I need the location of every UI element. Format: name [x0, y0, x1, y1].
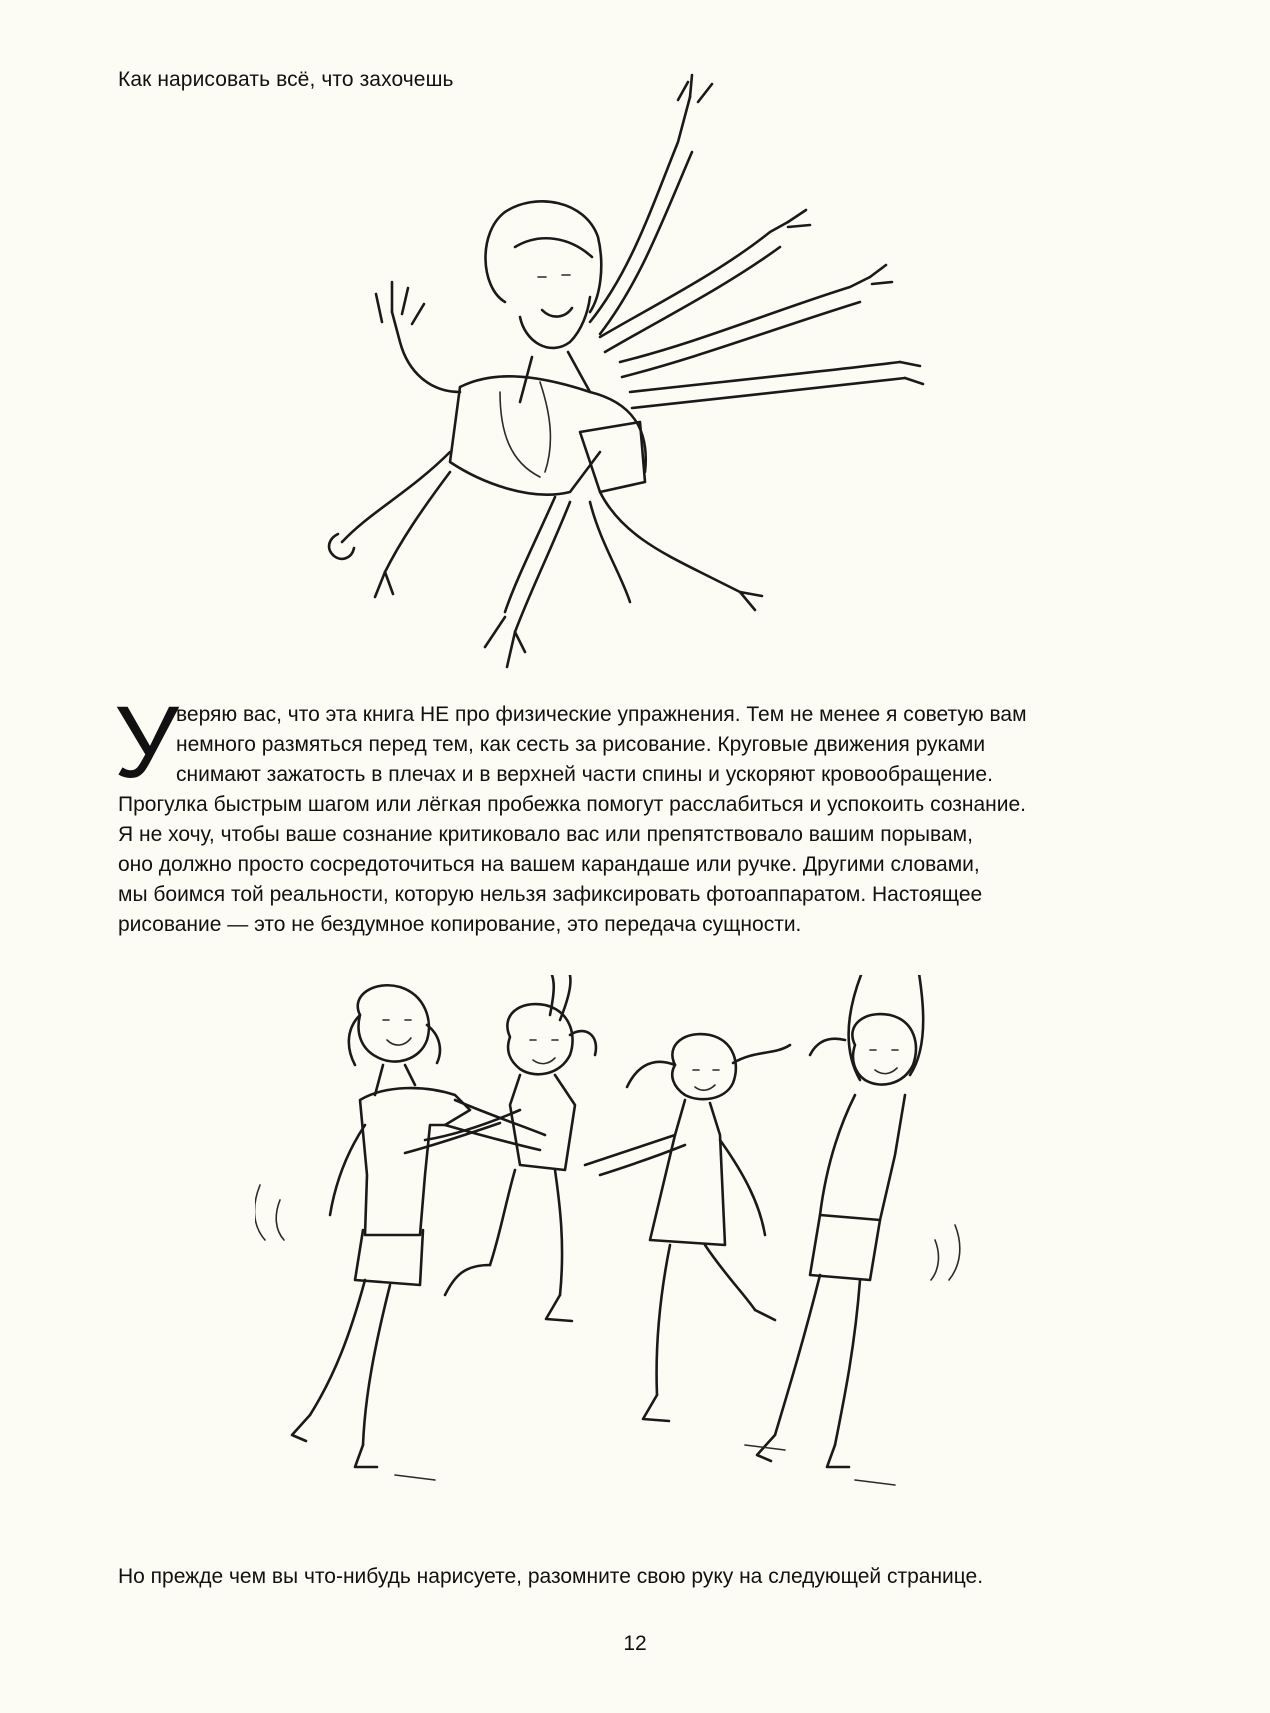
illustration-multi-armed-figure	[300, 72, 1020, 687]
body-line: Я не хочу, чтобы ваше сознание критиковало вас или препятствовало вашим порывам,	[118, 823, 973, 846]
page-number: 12	[623, 1632, 647, 1655]
body-line: мы боимся той реальности, которую нельзя зафиксировать фотоаппаратом. Настоящее	[118, 883, 983, 906]
body-line: снимают зажатость в плечах и в верхней части спины и ускоряют кровообращение.	[176, 763, 993, 786]
body-text	[114, 685, 1178, 940]
multi-armed-figure-drawing	[300, 72, 1020, 687]
body-line: оно должно просто сосредоточиться на вашем карандаше или ручке. Другими словами,	[118, 853, 980, 876]
body-line: немного размяться перед тем, как сесть за рисование. Круговые движения руками	[176, 733, 986, 756]
body-line: рисование — это не бездумное копирование, это передача сущности.	[118, 913, 802, 936]
drop-cap: У	[114, 685, 179, 799]
dancing-girls-drawing	[255, 975, 985, 1505]
illustration-dancing-girls	[255, 975, 985, 1505]
body-line: Прогулка быстрым шагом или лёгкая пробежка помогут расслабиться и успокоить сознание.	[118, 793, 1027, 816]
closing-line: Но прежде чем вы что-нибудь нарисуете, разомните свою руку на следующей странице.	[118, 1565, 984, 1588]
body-line: веряю вас, что эта книга НЕ про физические упражнения. Тем не менее я советую вам	[176, 703, 1027, 726]
running-head: Как нарисовать всё, что захочешь	[118, 68, 454, 91]
